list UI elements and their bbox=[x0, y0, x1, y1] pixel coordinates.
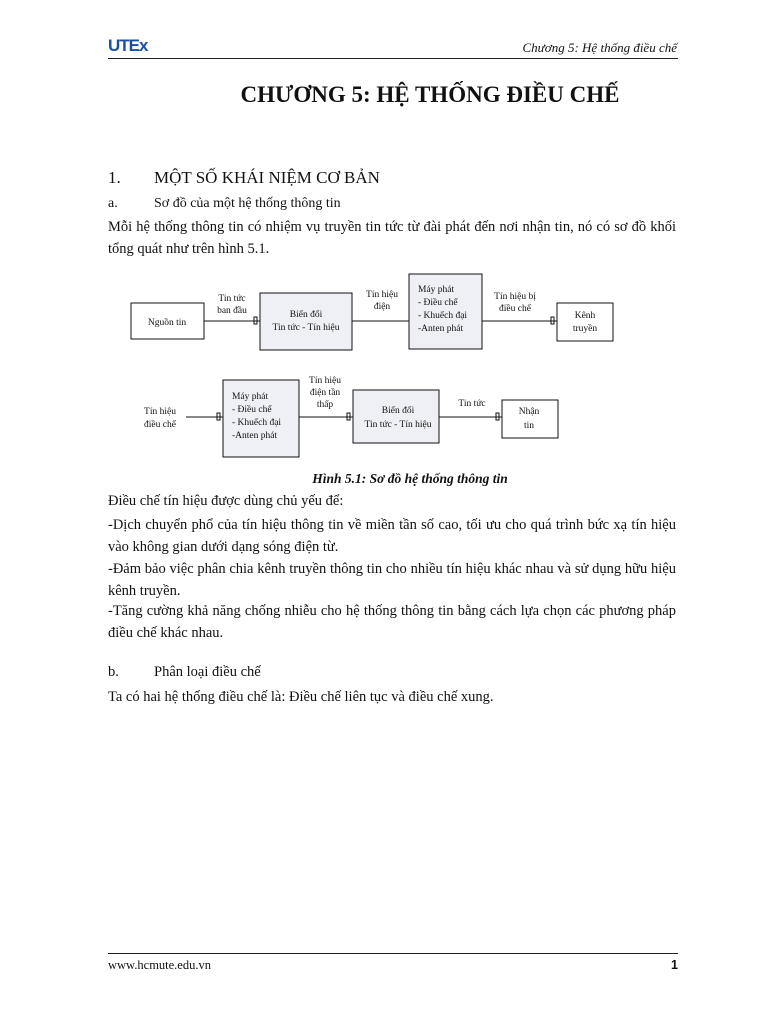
orig-info-label-2: ban đầu bbox=[217, 306, 247, 316]
bullet-item-1: -Dịch chuyển phổ của tín hiệu thông tin về miền tần số cao, tối ưu cho quá trình bức xạ tín hiệu vào không gian dưới dạng sóng điện từ. bbox=[108, 517, 676, 555]
section-text: MỘT SỐ KHÁI NIỆM CƠ BẢN bbox=[154, 168, 380, 187]
subsection-text: Sơ đồ của một hệ thống thông tin bbox=[154, 196, 341, 211]
orig-info-label-1: Tin tức bbox=[218, 294, 246, 304]
bullet-item-2: -Đảm bảo việc phân chia kênh truyền thông tin cho nhiều tín hiệu khác nhau và sử dụng hữu hiệu kênh truyền. bbox=[108, 561, 676, 599]
types-paragraph: Ta có hai hệ thống điều chế là: Điều chế liên tục và điều chế xung. bbox=[108, 689, 494, 705]
converter2-line2: Tin tức - Tín hiệu bbox=[364, 420, 432, 430]
converter-box-2 bbox=[353, 390, 439, 443]
page-number: 1 bbox=[671, 958, 678, 972]
input-label-2: điều chế bbox=[144, 420, 176, 430]
converter1-line1: Biến đổi bbox=[289, 310, 323, 320]
purpose-paragraph: Điều chế tín hiệu được dùng chủ yếu để: bbox=[108, 493, 344, 509]
footer-url: www.hcmute.edu.vn bbox=[108, 958, 211, 972]
channel-line1: Kênh bbox=[574, 311, 596, 321]
elec-label-2: điện bbox=[373, 302, 391, 312]
running-header: Chương 5: Hệ thống điều chế bbox=[522, 40, 677, 55]
sink-line1: Nhận bbox=[518, 407, 540, 417]
subsection-b bbox=[108, 664, 261, 681]
converter2-line1: Biến đổi bbox=[381, 406, 415, 416]
figure-caption: Hình 5.1: Sơ đồ hệ thống thông tin bbox=[312, 471, 508, 486]
tx-line4: -Anten phát bbox=[418, 324, 464, 334]
chapter-title: CHƯƠNG 5: HỆ THỐNG ĐIỀU CHẾ bbox=[240, 82, 620, 107]
section-number: 1. bbox=[108, 168, 121, 187]
channel-line2: truyền bbox=[572, 324, 598, 334]
lowfreq-label-1: Tín hiệu bbox=[309, 376, 341, 386]
bullet-item-3: -Tăng cường khả năng chống nhiễu cho hệ thống thông tin bằng cách lựa chọn các phương pháp điều chế khác nhau. bbox=[108, 603, 676, 641]
logo: UTEx bbox=[108, 36, 148, 55]
input-label-1: Tín hiệu bbox=[144, 407, 176, 417]
subsection-number: b. bbox=[108, 664, 119, 680]
mod-signal-label-2: điều chế bbox=[499, 304, 531, 314]
footer-divider bbox=[108, 953, 678, 954]
lowfreq-label-2: điện tần bbox=[309, 388, 341, 398]
mod-signal-label-1: Tín hiệu bị bbox=[494, 292, 536, 302]
tx-line1: Máy phát bbox=[418, 285, 455, 295]
tx-line3: - Khuếch đại bbox=[418, 311, 468, 321]
subsection-text: Phân loại điều chế bbox=[154, 664, 261, 680]
source-label: Nguồn tin bbox=[147, 318, 187, 328]
rx-line4: -Anten phát bbox=[232, 431, 278, 441]
sink-box bbox=[502, 400, 558, 438]
rx-line3: - Khuếch đại bbox=[232, 418, 282, 428]
intro-paragraph: Mỗi hệ thống thông tin có nhiệm vụ truyền tin tức từ đài phát đến nơi nhận tin, nó có sơ đồ khối tổng quát như trên hình 5.1. bbox=[108, 219, 676, 257]
tx-line2: - Điều chế bbox=[418, 298, 458, 308]
sink-line2: tin bbox=[523, 421, 535, 431]
info-label: Tin tức bbox=[458, 399, 486, 409]
converter1-line2: Tin tức - Tín hiệu bbox=[272, 323, 340, 333]
elec-label-1: Tín hiệu bbox=[366, 290, 398, 300]
subsection-number: a. bbox=[108, 196, 118, 211]
channel-box bbox=[557, 303, 613, 341]
converter-box-1 bbox=[260, 293, 352, 350]
rx-line2: - Điều chế bbox=[232, 405, 272, 415]
rx-line1: Máy phát bbox=[232, 392, 269, 402]
lowfreq-label-3: thấp bbox=[316, 400, 334, 410]
